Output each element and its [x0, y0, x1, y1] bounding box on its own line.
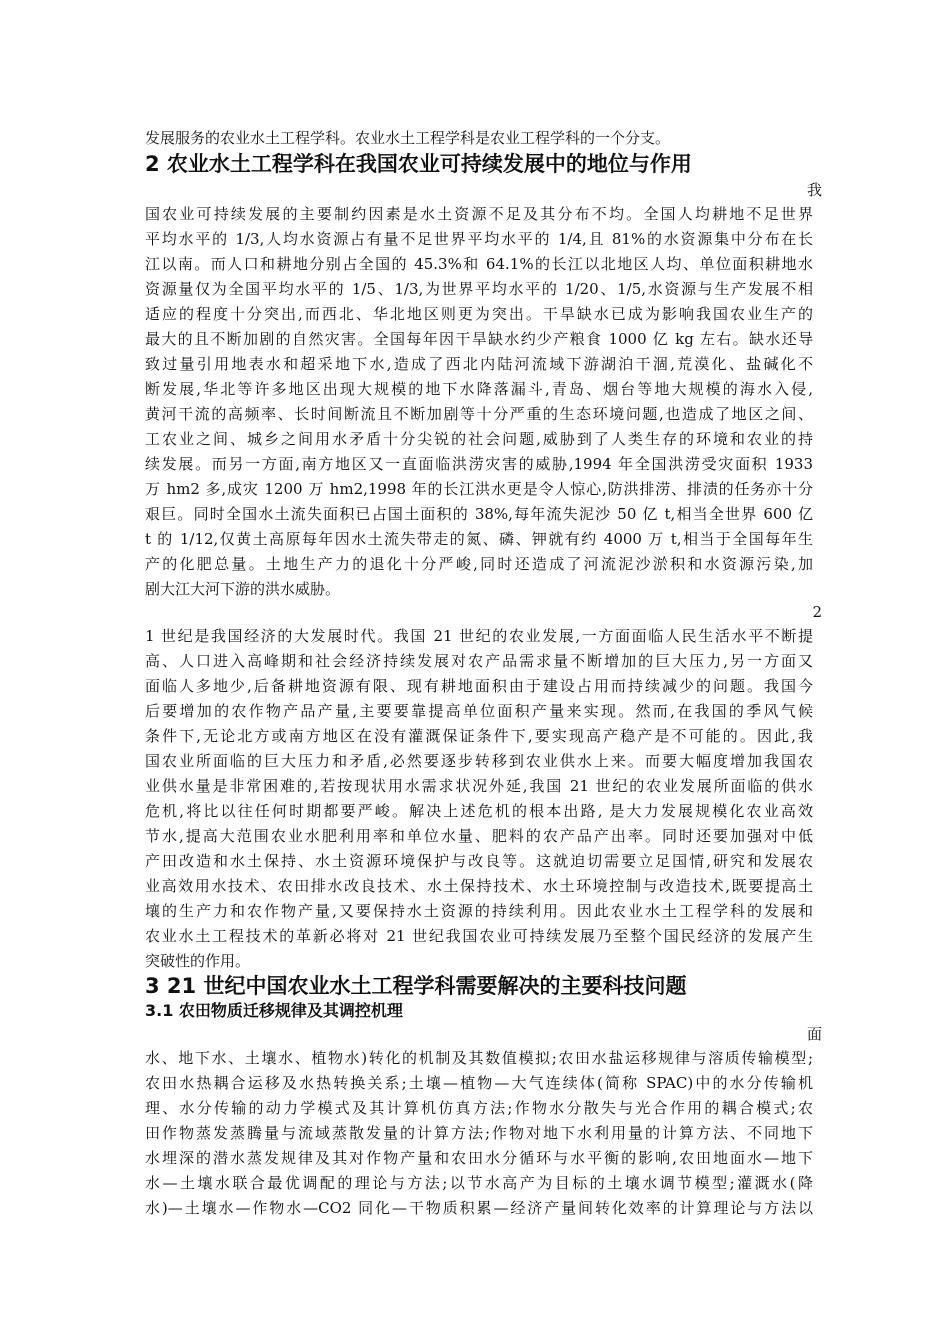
section-3-heading: 3 21 世纪中国农业水土工程学科需要解决的主要科技问题	[145, 974, 687, 998]
paragraph-line: 产田改造和水土保持、水土资源环境保护与改良等。这就迫切需要立足国情,研究和发展农	[145, 852, 813, 870]
paragraph-line: 业高效用水技术、农田排水改良技术、水土保持技术、水土环境控制与改造技术,既要提高土	[145, 877, 813, 895]
paragraph-line: 节水,提高大范围农业水肥利用率和单位水量、肥料的农产品产出率。同时还要加强对中低	[145, 827, 813, 845]
paragraph-line: 理、水分传输的动力学模式及其计算机仿真方法;作物水分散失与光合作用的耦合模式;农	[145, 1099, 813, 1117]
paragraph-line: 壤的生产力和农作物产量,又要保持水土资源的持续利用。因此农业水土工程学科的发展和	[145, 902, 813, 920]
paragraph-line: 产的化肥总量。土地生产力的退化十分严峻,同时还造成了河流泥沙淤积和水资源污染,加	[145, 555, 813, 573]
paragraph-line: 农田水热耦合运移及水热转换关系;土壤—植物—大气连续体(简称 SPAC)中的水分传输机	[145, 1074, 813, 1092]
paragraph-line: 1 世纪是我国经济的大发展时代。我国 21 世纪的农业发展,一方面面临人民生活水平不断提	[145, 627, 813, 645]
paragraph-line: 续发展。而另一方面,南方地区又一直面临洪涝灾害的威胁,1994 年全国洪涝受灾面积 1933	[145, 455, 813, 473]
paragraph-line: 水埋深的潜水蒸发规律及其对作物产量和农田水分循环与水平衡的影响,农田地面水—地下	[145, 1149, 813, 1167]
paragraph-line: 国农业所面临的巨大压力和矛盾,必然要逐步转移到农业供水上来。而要大幅度增加我国农	[145, 752, 813, 770]
paragraph-line: 万 hm2 多,成灾 1200 万 hm2,1998 年的长江洪水更是令人惊心,防洪排涝、排渍的任务亦十分	[145, 480, 813, 498]
intro-line: 发展服务的农业水土工程学科。农业水土工程学科是农业工程学科的一个分支。	[145, 129, 671, 147]
paragraph-line: 后要增加的农作物产品产量,主要要靠提高单位面积产量来实现。然而,在我国的季风气候	[145, 702, 813, 720]
section-2-heading: 2 农业水土工程学科在我国农业可持续发展中的地位与作用	[145, 152, 692, 176]
paragraph-line: 田作物蒸发蒸腾量与流域蒸散发量的计算方法;作物对地下水利用量的计算方法、不同地下	[145, 1124, 813, 1142]
paragraph-line: 面临人多地少,后备耕地资源有限、现有耕地面积由于建设占用而持续减少的问题。我国今	[145, 677, 813, 695]
paragraph-line: 剧大江大河下游的洪水威胁。	[145, 580, 341, 598]
paragraph-line: 突破性的作用。	[145, 952, 251, 970]
paragraph-line: 危机,将比以往任何时期都要严峻。解决上述危机的根本出路, 是大力发展规模化农业高效	[145, 802, 813, 820]
paragraph-line: 水、地下水、土壤水、植物水)转化的机制及其数值模拟;农田水盐运移规律与溶质传输模型;	[145, 1049, 813, 1067]
paragraph-line: 适应的程度十分突出,而西北、华北地区则更为突出。干旱缺水已成为影响我国农业生产的	[145, 305, 813, 323]
paragraph-line: 致过量引用地表水和超采地下水,造成了西北内陆河流域下游湖泊干涸,荒漠化、盐碱化不	[145, 355, 813, 373]
paragraph-line: 最大的且不断加剧的自然灾害。全国每年因干旱缺水约少产粮食 1000 亿 kg 左右。缺水还导	[145, 330, 813, 348]
section-3-lead-char: 面	[806, 1025, 822, 1043]
paragraph-line: 国农业可持续发展的主要制约因素是水土资源不足及其分布不均。全国人均耕地不足世界	[145, 205, 813, 223]
paragraph-line: 工农业之间、城乡之间用水矛盾十分尖锐的社会问题,威胁到了人类生存的环境和农业的持	[145, 430, 813, 448]
section-3-1-heading: 3.1 农田物质迁移规律及其调控机理	[145, 1001, 403, 1020]
paragraph-line: 平均水平的 1/3,人均水资源占有量不足世界平均水平的 1/4,且 81%的水资源集中分布在长	[145, 230, 813, 248]
paragraph-line: 水—土壤水联合最优调配的理论与方法;以节水高产为目标的土壤水调节模型;灌溉水(降	[145, 1174, 813, 1192]
paragraph-line: 业供水量是非常困难的,若按现状用水需求状况外延,我国 21 世纪的农业发展所面临的供水	[145, 777, 813, 795]
paragraph-line: 断发展,华北等许多地区出现大规模的地下水降落漏斗,青岛、烟台等地大规模的海水入侵,	[145, 380, 813, 398]
paragraph-line: 艰巨。同时全国水土流失面积已占国土面积的 38%,每年流失泥沙 50 亿 t,相当全世界 600 亿	[145, 505, 813, 523]
paragraph-line: 农业水土工程技术的革新必将对 21 世纪我国农业可持续发展乃至整个国民经济的发展产生	[145, 927, 813, 945]
paragraph-line: 资源量仅为全国平均水平的 1/5、1/3,为世界平均水平的 1/20、1/5,水资源与生产发展不相	[145, 280, 813, 298]
paragraph-line: 江以南。而人口和耕地分别占全国的 45.3%和 64.1%的长江以北地区人均、单位面积耕地水	[145, 255, 813, 273]
paragraph-line: 条件下,无论北方或南方地区在没有灌溉保证条件下,要实现高产稳产是不可能的。因此,我	[145, 727, 813, 745]
section-2-lead-char-2: 2	[812, 603, 822, 621]
section-2-lead-char: 我	[806, 181, 822, 199]
paragraph-line: 黄河干流的高频率、长时间断流且不断加剧等十分严重的生态环境问题,也造成了地区之间、	[145, 405, 813, 423]
paragraph-line: t 的 1/12,仅黄土高原每年因水土流失带走的氮、磷、钾就有约 4000 万 t,相当于全国每年生	[145, 530, 813, 548]
paragraph-line: 高、人口进入高峰期和社会经济持续发展对农产品需求量不断增加的巨大压力,另一方面又	[145, 652, 813, 670]
paragraph-line: 水)—土壤水—作物水—CO2 同化—干物质积累—经济产量间转化效率的计算理论与方法以	[145, 1199, 813, 1217]
